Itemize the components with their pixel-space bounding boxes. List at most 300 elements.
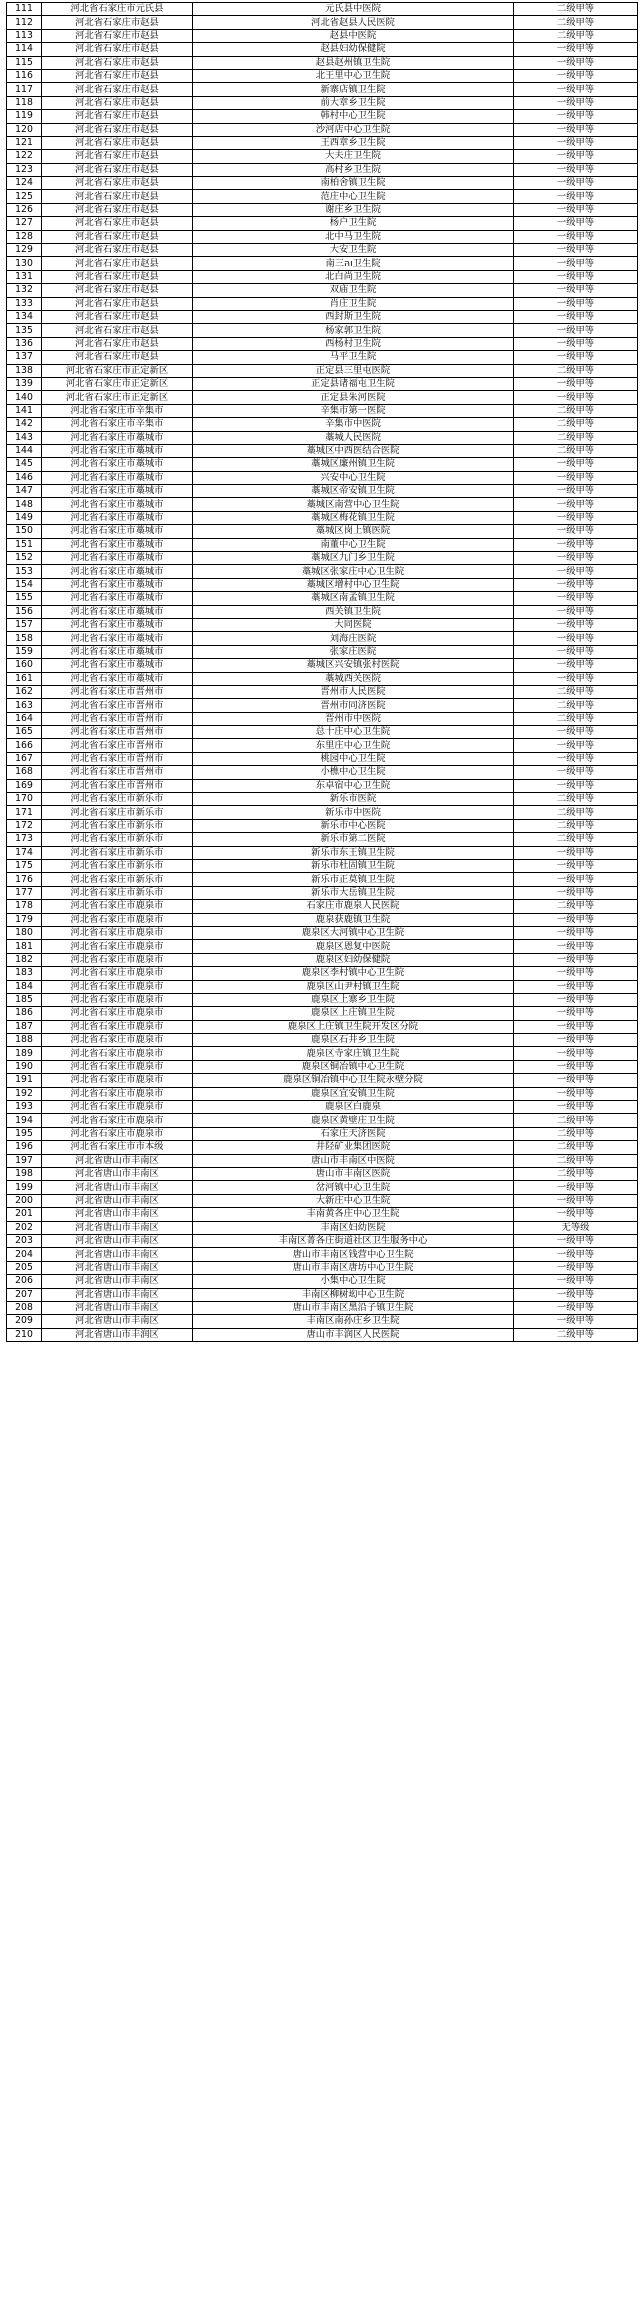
row-region: 河北省石家庄市藁城市: [42, 458, 193, 471]
row-level: 一级甲等: [514, 458, 638, 471]
row-index: 141: [7, 404, 42, 417]
row-region: 河北省石家庄市赵县: [42, 324, 193, 337]
row-level: 二级甲等: [514, 1127, 638, 1140]
row-level: 一级甲等: [514, 351, 638, 364]
row-institution-name: 鹿泉区上庄镇卫生院开发区分院: [193, 1020, 514, 1033]
row-level: 一级甲等: [514, 96, 638, 109]
table-row: [7, 739, 638, 752]
row-region: 河北省石家庄市藁城市: [42, 659, 193, 672]
row-institution-name: 北中马卫生院: [193, 230, 514, 243]
row-region: 河北省石家庄市鹿泉市: [42, 967, 193, 980]
row-index: 124: [7, 177, 42, 190]
table-row: [7, 779, 638, 792]
row-institution-name: 藁城区梅花镇卫生院: [193, 511, 514, 524]
row-region: 河北省唐山市丰南区: [42, 1194, 193, 1207]
row-institution-name: 元氏县中医院: [193, 3, 514, 16]
row-level: 一级甲等: [514, 1288, 638, 1301]
row-institution-name: 王西章乡卫生院: [193, 136, 514, 149]
row-region: 河北省石家庄市晋州市: [42, 739, 193, 752]
row-index: 121: [7, 136, 42, 149]
row-region: 河北省石家庄市辛集市: [42, 404, 193, 417]
row-index: 114: [7, 43, 42, 56]
row-institution-name: 北白尚卫生院: [193, 270, 514, 283]
row-institution-name: 鹿泉区妇幼保健院: [193, 953, 514, 966]
row-region: 河北省唐山市丰南区: [42, 1208, 193, 1221]
row-index: 143: [7, 431, 42, 444]
row-level: 二级甲等: [514, 1328, 638, 1341]
row-region: 河北省石家庄市鹿泉市: [42, 953, 193, 966]
table-row: [7, 578, 638, 591]
row-region: 河北省石家庄市新乐市: [42, 793, 193, 806]
row-index: 160: [7, 659, 42, 672]
row-institution-name: 北王里中心卫生院: [193, 69, 514, 82]
row-index: 183: [7, 967, 42, 980]
table-row: [7, 819, 638, 832]
row-level: 一级甲等: [514, 659, 638, 672]
row-institution-name: 高村乡卫生院: [193, 163, 514, 176]
row-level: 无等级: [514, 1221, 638, 1234]
row-institution-name: 南三והּ卫生院: [193, 257, 514, 270]
row-level: 二级甲等: [514, 364, 638, 377]
row-index: 159: [7, 645, 42, 658]
row-index: 167: [7, 752, 42, 765]
row-level: 二级甲等: [514, 1141, 638, 1154]
table-row: [7, 110, 638, 123]
row-region: 河北省石家庄市赵县: [42, 56, 193, 69]
table-row: [7, 1154, 638, 1167]
row-level: 一级甲等: [514, 618, 638, 631]
row-index: 197: [7, 1154, 42, 1167]
row-institution-name: 鹿泉区黄壁庄卫生院: [193, 1114, 514, 1127]
row-region: 河北省石家庄市赵县: [42, 16, 193, 29]
row-institution-name: 丰南区菁各庄街道社区卫生服务中心: [193, 1234, 514, 1247]
row-index: 172: [7, 819, 42, 832]
row-index: 128: [7, 230, 42, 243]
table-row: [7, 230, 638, 243]
table-row: [7, 525, 638, 538]
row-index: 203: [7, 1234, 42, 1247]
row-level: 一级甲等: [514, 1194, 638, 1207]
row-level: 二级甲等: [514, 29, 638, 42]
row-institution-name: 赵县妇幼保健院: [193, 43, 514, 56]
table-row: [7, 1248, 638, 1261]
row-index: 134: [7, 310, 42, 323]
row-region: 河北省唐山市丰南区: [42, 1301, 193, 1314]
row-region: 河北省石家庄市新乐市: [42, 806, 193, 819]
table-row: [7, 377, 638, 390]
row-region: 河北省石家庄市藁城市: [42, 498, 193, 511]
row-region: 河北省石家庄市赵县: [42, 217, 193, 230]
row-index: 177: [7, 886, 42, 899]
row-index: 138: [7, 364, 42, 377]
table-row: [7, 270, 638, 283]
row-index: 158: [7, 632, 42, 645]
row-level: 二级甲等: [514, 404, 638, 417]
row-institution-name: 大同医院: [193, 618, 514, 631]
row-index: 200: [7, 1194, 42, 1207]
row-index: 157: [7, 618, 42, 631]
row-level: 二级甲等: [514, 900, 638, 913]
row-region: 河北省石家庄市鹿泉市: [42, 1087, 193, 1100]
row-region: 河北省唐山市丰南区: [42, 1315, 193, 1328]
row-level: 二级甲等: [514, 699, 638, 712]
table-row: [7, 953, 638, 966]
row-region: 河北省石家庄市鹿泉市: [42, 1127, 193, 1140]
row-index: 137: [7, 351, 42, 364]
row-institution-name: 鹿泉区寺家庄镇卫生院: [193, 1047, 514, 1060]
row-institution-name: 丰南区南孙庄乡卫生院: [193, 1315, 514, 1328]
row-index: 206: [7, 1275, 42, 1288]
table-row: [7, 685, 638, 698]
row-institution-name: 新乐市中心医院: [193, 819, 514, 832]
row-region: 河北省石家庄市鹿泉市: [42, 926, 193, 939]
table-row: [7, 391, 638, 404]
table-row: [7, 1141, 638, 1154]
row-level: 一级甲等: [514, 846, 638, 859]
table-row: [7, 806, 638, 819]
row-institution-name: 藁城区增村中心卫生院: [193, 578, 514, 591]
row-level: 一级甲等: [514, 953, 638, 966]
table-row: [7, 1181, 638, 1194]
row-level: 一级甲等: [514, 860, 638, 873]
row-institution-name: 南柏舍镇卫生院: [193, 177, 514, 190]
row-index: 136: [7, 337, 42, 350]
row-index: 117: [7, 83, 42, 96]
table-row: [7, 1221, 638, 1234]
table-row: [7, 96, 638, 109]
row-institution-name: 南董中心卫生院: [193, 538, 514, 551]
row-index: 144: [7, 444, 42, 457]
row-region: 河北省石家庄市赵县: [42, 123, 193, 136]
row-institution-name: 河北省赵县人民医院: [193, 16, 514, 29]
row-level: 二级甲等: [514, 833, 638, 846]
row-index: 149: [7, 511, 42, 524]
row-institution-name: 鹿泉区铜冶镇中心卫生院: [193, 1060, 514, 1073]
row-index: 154: [7, 578, 42, 591]
row-region: 河北省唐山市丰润区: [42, 1328, 193, 1341]
table-row: [7, 190, 638, 203]
row-index: 173: [7, 833, 42, 846]
row-institution-name: 杨户卫生院: [193, 217, 514, 230]
row-level: 一级甲等: [514, 471, 638, 484]
row-region: 河北省石家庄市鹿泉市: [42, 940, 193, 953]
table-row: [7, 538, 638, 551]
row-region: 河北省石家庄市鹿泉市: [42, 993, 193, 1006]
table-row: [7, 511, 638, 524]
row-index: 186: [7, 1007, 42, 1020]
row-index: 208: [7, 1301, 42, 1314]
row-region: 河北省唐山市丰南区: [42, 1221, 193, 1234]
row-institution-name: 西杨村卫生院: [193, 337, 514, 350]
row-institution-name: 鹿泉区石井乡卫生院: [193, 1034, 514, 1047]
row-level: 一级甲等: [514, 525, 638, 538]
row-region: 河北省石家庄市赵县: [42, 244, 193, 257]
row-institution-name: 藁城区南营中心卫生院: [193, 498, 514, 511]
row-institution-name: 唐山市丰南区钱营中心卫生院: [193, 1248, 514, 1261]
table-row: [7, 873, 638, 886]
row-region: 河北省石家庄市新乐市: [42, 873, 193, 886]
table-row: [7, 552, 638, 565]
table-row: [7, 967, 638, 980]
table-row: [7, 592, 638, 605]
table-row: [7, 83, 638, 96]
row-institution-name: 大夫庄卫生院: [193, 150, 514, 163]
row-institution-name: 谢庄乡卫生院: [193, 203, 514, 216]
row-level: 一级甲等: [514, 310, 638, 323]
row-level: 一级甲等: [514, 1087, 638, 1100]
row-level: 一级甲等: [514, 993, 638, 1006]
row-region: 河北省石家庄市正定新区: [42, 391, 193, 404]
row-level: 一级甲等: [514, 739, 638, 752]
row-institution-name: 兴安中心卫生院: [193, 471, 514, 484]
row-index: 166: [7, 739, 42, 752]
row-index: 146: [7, 471, 42, 484]
table-row: [7, 672, 638, 685]
row-level: 一级甲等: [514, 1101, 638, 1114]
row-level: 一级甲等: [514, 967, 638, 980]
row-institution-name: 唐山市丰南区唐坊中心卫生院: [193, 1261, 514, 1274]
table-row: [7, 431, 638, 444]
row-region: 河北省唐山市丰南区: [42, 1154, 193, 1167]
row-index: 147: [7, 485, 42, 498]
row-level: 一级甲等: [514, 377, 638, 390]
row-index: 207: [7, 1288, 42, 1301]
row-index: 126: [7, 203, 42, 216]
row-index: 168: [7, 766, 42, 779]
row-institution-name: 辛集市中医院: [193, 418, 514, 431]
row-index: 187: [7, 1020, 42, 1033]
row-index: 170: [7, 793, 42, 806]
row-institution-name: 晋州市同济医院: [193, 699, 514, 712]
row-region: 河北省石家庄市鹿泉市: [42, 1034, 193, 1047]
row-institution-name: 鹿泉区白鹿泉: [193, 1101, 514, 1114]
row-institution-name: 桃园中心卫生院: [193, 752, 514, 765]
table-row: [7, 3, 638, 16]
row-institution-name: 鹿泉区铜冶镇中心卫生院永壁分院: [193, 1074, 514, 1087]
row-institution-name: 辛集市第一医院: [193, 404, 514, 417]
row-index: 113: [7, 29, 42, 42]
row-region: 河北省石家庄市鹿泉市: [42, 1114, 193, 1127]
row-region: 河北省石家庄市晋州市: [42, 712, 193, 725]
table-row: [7, 1034, 638, 1047]
table-row: [7, 244, 638, 257]
table-row: [7, 310, 638, 323]
row-institution-name: 唐山市丰南区医院: [193, 1167, 514, 1180]
row-region: 河北省石家庄市鹿泉市: [42, 1060, 193, 1073]
row-institution-name: 新乐市第二医院: [193, 833, 514, 846]
row-region: 河北省石家庄市鹿泉市: [42, 1101, 193, 1114]
row-index: 184: [7, 980, 42, 993]
row-level: 一级甲等: [514, 645, 638, 658]
row-level: 一级甲等: [514, 391, 638, 404]
row-index: 145: [7, 458, 42, 471]
row-level: 一级甲等: [514, 270, 638, 283]
row-region: 河北省石家庄市新乐市: [42, 860, 193, 873]
row-region: 河北省石家庄市晋州市: [42, 752, 193, 765]
row-level: 一级甲等: [514, 1074, 638, 1087]
row-region: 河北省石家庄市藁城市: [42, 511, 193, 524]
row-level: 一级甲等: [514, 538, 638, 551]
row-index: 196: [7, 1141, 42, 1154]
row-region: 河北省石家庄市藁城市: [42, 525, 193, 538]
row-region: 河北省石家庄市赵县: [42, 257, 193, 270]
row-institution-name: 石家庄天济医院: [193, 1127, 514, 1140]
row-institution-name: 藁城区帝安镇卫生院: [193, 485, 514, 498]
table-row: [7, 726, 638, 739]
row-index: 150: [7, 525, 42, 538]
row-region: 河北省石家庄市藁城市: [42, 485, 193, 498]
row-index: 142: [7, 418, 42, 431]
row-level: 一级甲等: [514, 177, 638, 190]
row-region: 河北省石家庄市赵县: [42, 163, 193, 176]
row-index: 198: [7, 1167, 42, 1180]
row-level: 一级甲等: [514, 1275, 638, 1288]
table-row: [7, 913, 638, 926]
row-index: 188: [7, 1034, 42, 1047]
row-region: 河北省石家庄市藁城市: [42, 618, 193, 631]
row-region: 河北省石家庄市藁城市: [42, 444, 193, 457]
table-row: [7, 1315, 638, 1328]
row-level: 一级甲等: [514, 136, 638, 149]
row-level: 一级甲等: [514, 150, 638, 163]
table-row: [7, 1074, 638, 1087]
row-index: 123: [7, 163, 42, 176]
row-index: 115: [7, 56, 42, 69]
row-region: 河北省唐山市丰南区: [42, 1261, 193, 1274]
table-row: [7, 1101, 638, 1114]
row-level: 一级甲等: [514, 1060, 638, 1073]
table-row: [7, 605, 638, 618]
table-row: [7, 257, 638, 270]
row-institution-name: 大安卫生院: [193, 244, 514, 257]
row-level: 二级甲等: [514, 418, 638, 431]
row-level: 二级甲等: [514, 1154, 638, 1167]
row-region: 河北省石家庄市赵县: [42, 351, 193, 364]
table-row: [7, 940, 638, 953]
row-level: 一级甲等: [514, 83, 638, 96]
row-index: 205: [7, 1261, 42, 1274]
row-index: 151: [7, 538, 42, 551]
row-institution-name: 鹿泉区上寨乡卫生院: [193, 993, 514, 1006]
table-row: [7, 16, 638, 29]
row-index: 148: [7, 498, 42, 511]
table-row: [7, 404, 638, 417]
row-index: 140: [7, 391, 42, 404]
row-index: 116: [7, 69, 42, 82]
row-index: 153: [7, 565, 42, 578]
row-region: 河北省石家庄市正定新区: [42, 377, 193, 390]
row-institution-name: 丰南区柳树㘭中心卫生院: [193, 1288, 514, 1301]
row-region: 河北省石家庄市藁城市: [42, 645, 193, 658]
row-index: 133: [7, 297, 42, 310]
row-level: 二级甲等: [514, 431, 638, 444]
row-level: 二级甲等: [514, 685, 638, 698]
row-region: 河北省石家庄市新乐市: [42, 886, 193, 899]
row-institution-name: 藁城区南孟镇卫生院: [193, 592, 514, 605]
row-region: 河北省石家庄市藁城市: [42, 605, 193, 618]
row-region: 河北省石家庄市赵县: [42, 230, 193, 243]
row-institution-name: 藁城区九门乡卫生院: [193, 552, 514, 565]
row-level: 一级甲等: [514, 565, 638, 578]
row-level: 一级甲等: [514, 217, 638, 230]
row-region: 河北省石家庄市鹿泉市: [42, 900, 193, 913]
table-row: [7, 1301, 638, 1314]
row-level: 一级甲等: [514, 1248, 638, 1261]
row-index: 164: [7, 712, 42, 725]
row-level: 一级甲等: [514, 1034, 638, 1047]
row-level: 二级甲等: [514, 806, 638, 819]
row-institution-name: 藁城区张家庄中心卫生院: [193, 565, 514, 578]
row-institution-name: 正定县朱河医院: [193, 391, 514, 404]
row-index: 162: [7, 685, 42, 698]
row-level: 一级甲等: [514, 913, 638, 926]
row-level: 一级甲等: [514, 230, 638, 243]
table-row: [7, 217, 638, 230]
row-institution-name: 新乐市医院: [193, 793, 514, 806]
table-row: [7, 1167, 638, 1180]
row-institution-name: 大新庄中心卫生院: [193, 1194, 514, 1207]
row-level: 二级甲等: [514, 819, 638, 832]
row-institution-name: 东卓宿中心卫生院: [193, 779, 514, 792]
row-level: 一级甲等: [514, 297, 638, 310]
table-row: [7, 1234, 638, 1247]
row-institution-name: 总十庄中心卫生院: [193, 726, 514, 739]
row-index: 209: [7, 1315, 42, 1328]
row-level: 一级甲等: [514, 163, 638, 176]
row-index: 130: [7, 257, 42, 270]
row-institution-name: 前大章乡卫生院: [193, 96, 514, 109]
row-index: 127: [7, 217, 42, 230]
table-row: [7, 163, 638, 176]
row-index: 120: [7, 123, 42, 136]
row-region: 河北省唐山市丰南区: [42, 1167, 193, 1180]
row-level: 二级甲等: [514, 16, 638, 29]
row-region: 河北省石家庄市赵县: [42, 337, 193, 350]
row-institution-name: 鹿泉区恩复中医院: [193, 940, 514, 953]
table-row: [7, 123, 638, 136]
table-row: [7, 1114, 638, 1127]
row-institution-name: 藁城区岗上镇医院: [193, 525, 514, 538]
row-institution-name: 鹿泉获鹿镇卫生院: [193, 913, 514, 926]
table-row: [7, 471, 638, 484]
table-row: [7, 1261, 638, 1274]
row-level: 一级甲等: [514, 498, 638, 511]
table-row: [7, 1087, 638, 1100]
row-index: 191: [7, 1074, 42, 1087]
row-institution-name: 丰南区妇幼医院: [193, 1221, 514, 1234]
row-index: 156: [7, 605, 42, 618]
row-level: 二级甲等: [514, 1114, 638, 1127]
row-institution-name: 新乐市大岳镇卫生院: [193, 886, 514, 899]
table-row: [7, 659, 638, 672]
row-region: 河北省石家庄市赵县: [42, 190, 193, 203]
row-region: 河北省石家庄市鹿泉市: [42, 1020, 193, 1033]
hospital-list-table: [6, 2, 638, 1342]
row-institution-name: 鹿泉区宜安镇卫生院: [193, 1087, 514, 1100]
row-region: 河北省石家庄市元氏县: [42, 3, 193, 16]
row-level: 一级甲等: [514, 56, 638, 69]
table-row: [7, 900, 638, 913]
table-row: [7, 364, 638, 377]
row-institution-name: 岔河镇中心卫生院: [193, 1181, 514, 1194]
row-index: 181: [7, 940, 42, 953]
row-index: 125: [7, 190, 42, 203]
row-institution-name: 西封斯卫生院: [193, 310, 514, 323]
row-index: 201: [7, 1208, 42, 1221]
row-index: 180: [7, 926, 42, 939]
row-level: 一级甲等: [514, 257, 638, 270]
row-level: 一级甲等: [514, 110, 638, 123]
